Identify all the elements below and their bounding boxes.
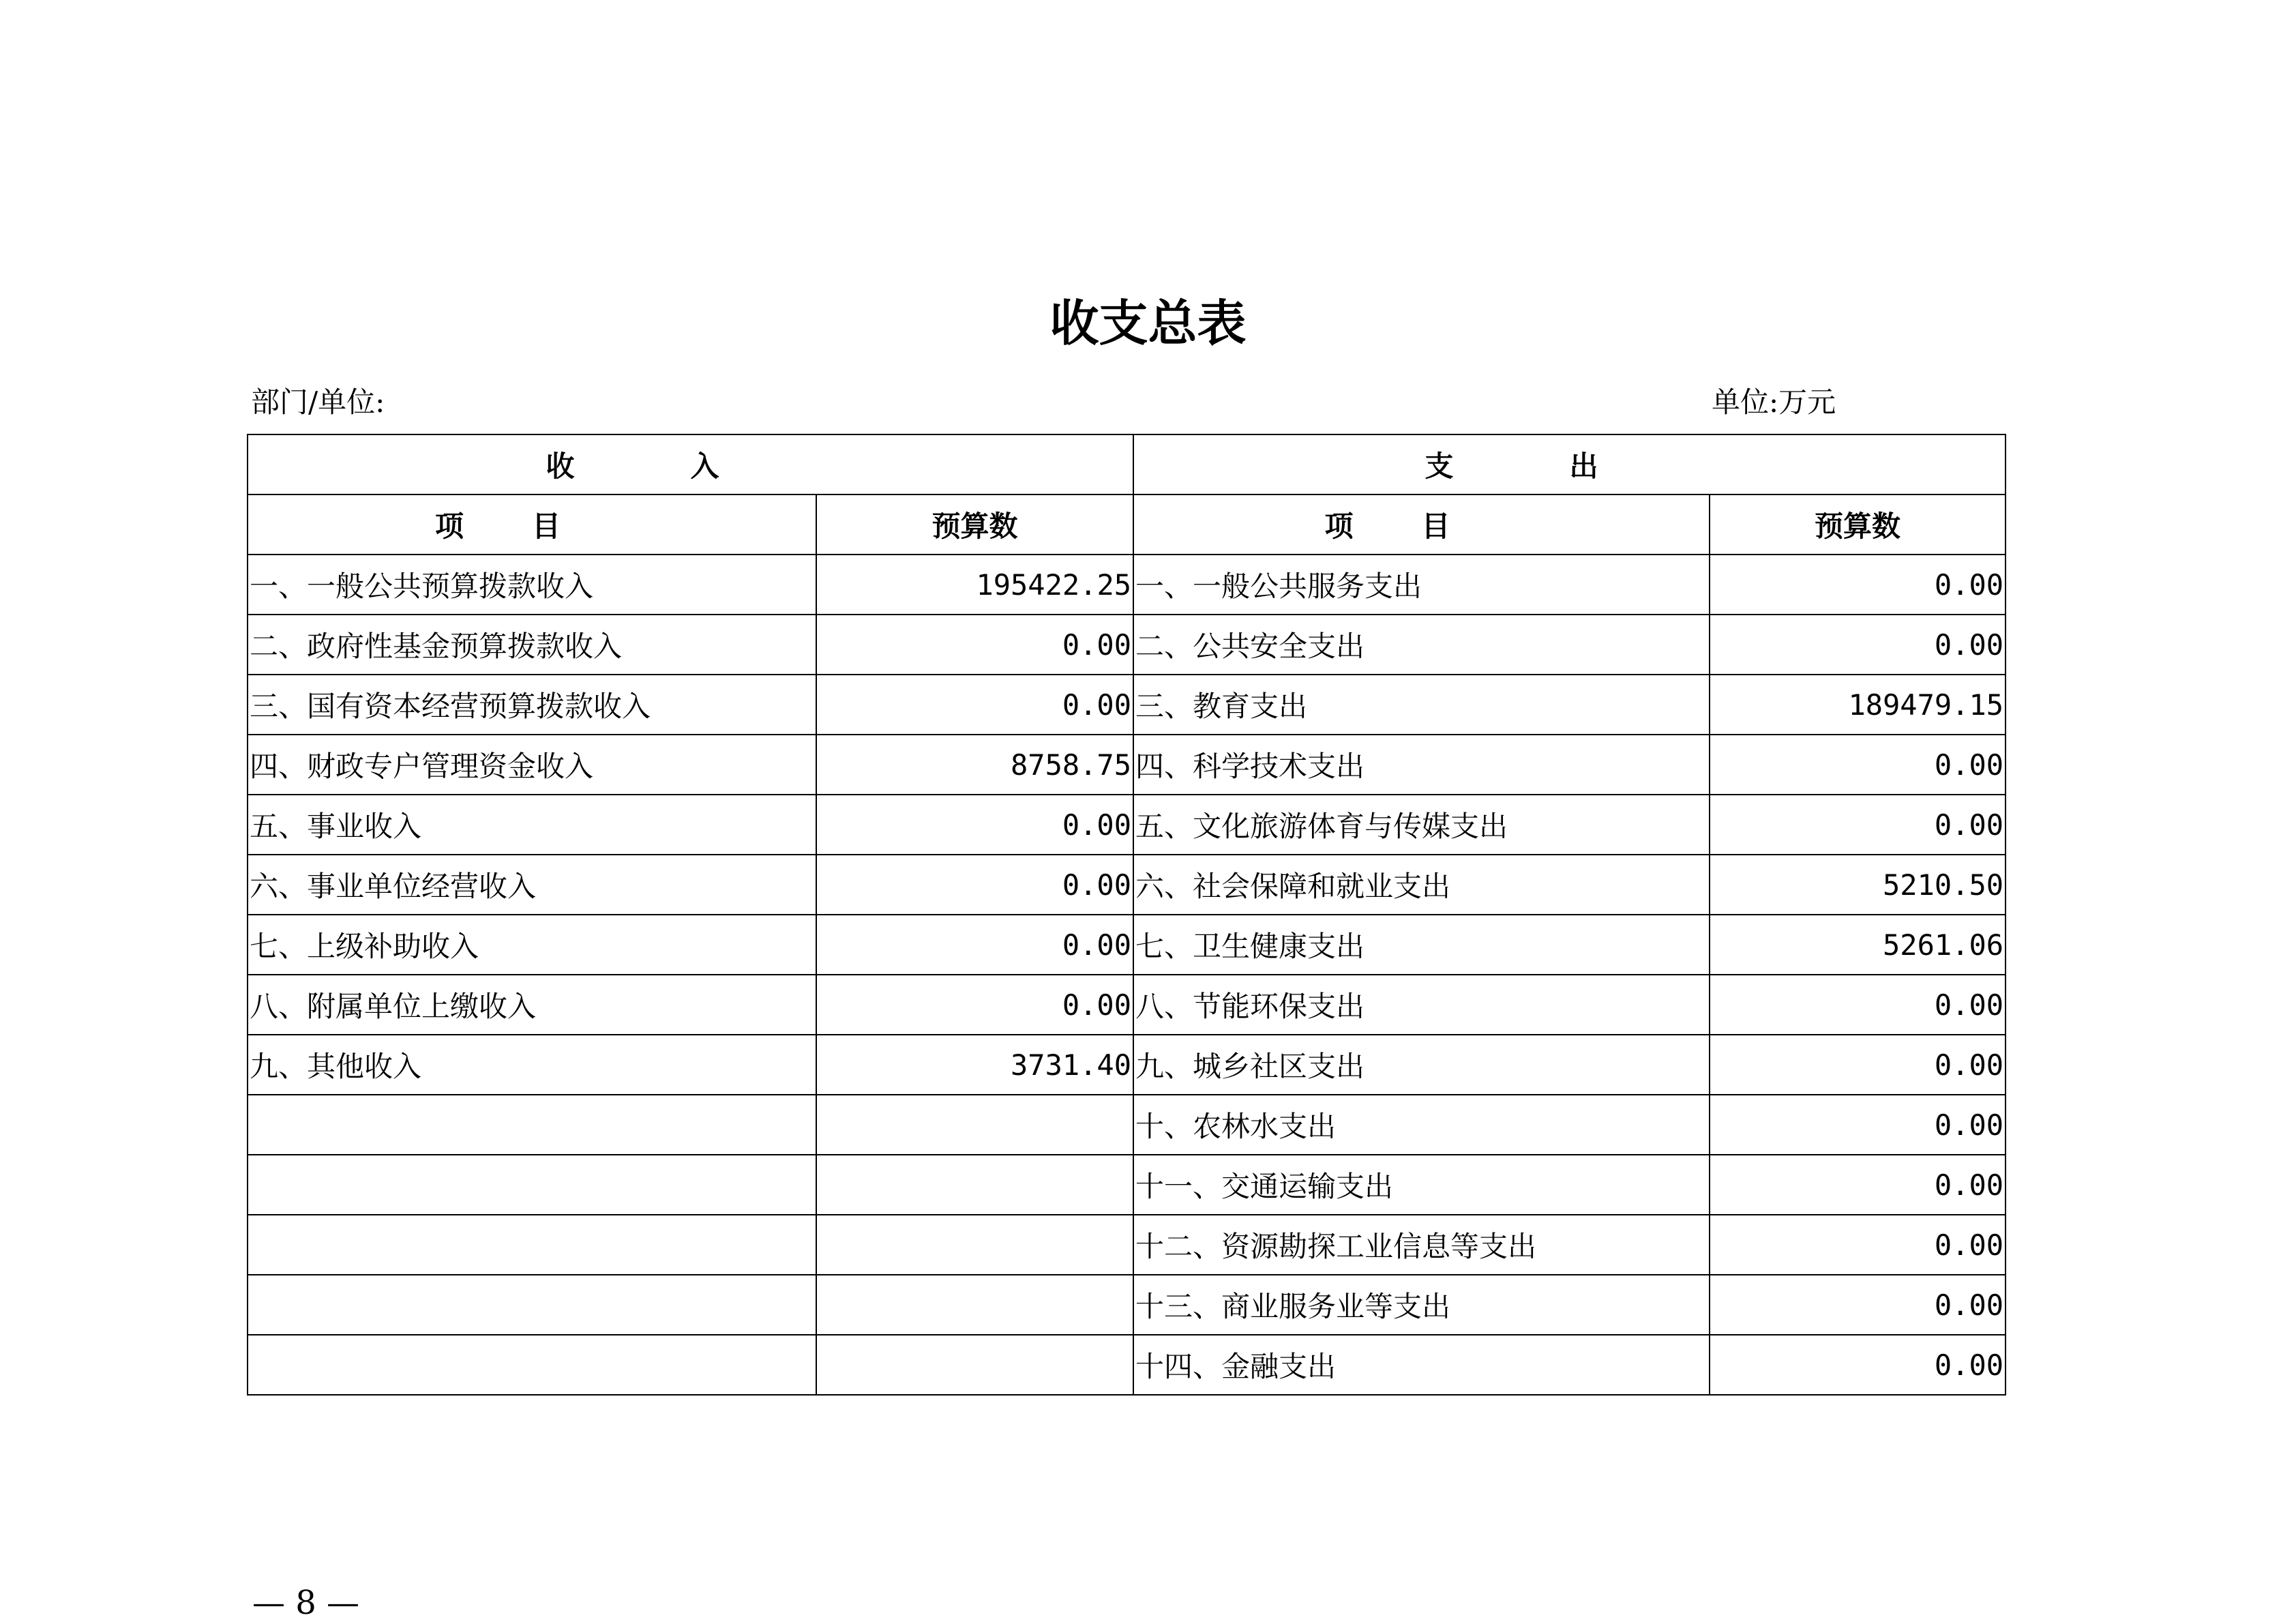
expense-item-cell: 一、一般公共服务支出 — [1133, 555, 1710, 615]
expense-item-cell: 三、教育支出 — [1133, 675, 1710, 735]
table-row — [248, 1095, 2006, 1155]
expense-value-cell: 0.00 — [1710, 1095, 2006, 1155]
table-row — [248, 555, 2006, 615]
expense-value-cell: 0.00 — [1710, 1035, 2006, 1095]
expense-value-cell: 0.00 — [1710, 1275, 2006, 1335]
column-header-row — [248, 494, 2006, 555]
expense-item-cell: 十一、交通运输支出 — [1133, 1155, 1710, 1215]
expense-value-cell: 0.00 — [1710, 795, 2006, 855]
income-value-cell: 8758.75 — [816, 735, 1133, 795]
table-row — [248, 1035, 2006, 1095]
expense-value-cell: 189479.15 — [1710, 675, 2006, 735]
expense-value-cell: 5210.50 — [1710, 855, 2006, 915]
income-value-cell: 3731.40 — [816, 1035, 1133, 1095]
expense-value-cell: 0.00 — [1710, 555, 2006, 615]
income-item-cell: 一、一般公共预算拨款收入 — [248, 555, 816, 615]
budget-table — [247, 434, 2006, 1396]
table-row — [248, 1335, 2006, 1395]
table-row — [248, 915, 2006, 975]
income-item-cell: 八、附属单位上缴收入 — [248, 975, 816, 1035]
table-row — [248, 795, 2006, 855]
page-number: — 8 — — [252, 1584, 360, 1622]
expense-item-cell: 二、公共安全支出 — [1133, 615, 1710, 675]
income-value-cell — [816, 1335, 1133, 1395]
income-value-cell — [816, 1095, 1133, 1155]
expense-item-cell: 九、城乡社区支出 — [1133, 1035, 1710, 1095]
income-value-cell — [816, 1155, 1133, 1215]
income-header: 收入 — [248, 434, 1133, 494]
table-row — [248, 1155, 2006, 1215]
income-budget-header: 预算数 — [816, 494, 1133, 555]
expense-value-cell: 0.00 — [1710, 615, 2006, 675]
expense-item-cell: 十四、金融支出 — [1133, 1335, 1710, 1395]
income-value-cell: 0.00 — [816, 975, 1133, 1035]
income-value-cell: 195422.25 — [816, 555, 1133, 615]
expense-value-cell: 0.00 — [1710, 1215, 2006, 1275]
income-item-cell: 九、其他收入 — [248, 1035, 816, 1095]
income-item-header: 项目 — [248, 494, 816, 555]
table-row — [248, 975, 2006, 1035]
income-item-cell — [248, 1095, 816, 1155]
table-row — [248, 615, 2006, 675]
expense-value-cell: 0.00 — [1710, 735, 2006, 795]
expense-item-header: 项目 — [1133, 494, 1710, 555]
income-item-cell — [248, 1155, 816, 1215]
expense-value-cell: 0.00 — [1710, 1335, 2006, 1395]
expense-value-cell: 0.00 — [1710, 1155, 2006, 1215]
expense-item-cell: 七、卫生健康支出 — [1133, 915, 1710, 975]
income-item-cell: 四、财政专户管理资金收入 — [248, 735, 816, 795]
page-title: 收支总表 — [1049, 295, 1247, 352]
income-item-cell — [248, 1335, 816, 1395]
income-value-cell: 0.00 — [816, 915, 1133, 975]
expense-item-cell: 五、文化旅游体育与传媒支出 — [1133, 795, 1710, 855]
income-item-cell: 七、上级补助收入 — [248, 915, 816, 975]
expense-value-cell: 0.00 — [1710, 975, 2006, 1035]
expense-header: 支出 — [1133, 434, 2006, 494]
table-row — [248, 675, 2006, 735]
expense-item-cell: 十三、商业服务业等支出 — [1133, 1275, 1710, 1335]
table-row — [248, 735, 2006, 795]
expense-item-cell: 十二、资源勘探工业信息等支出 — [1133, 1215, 1710, 1275]
table-row — [248, 1215, 2006, 1275]
expense-item-cell: 十、农林水支出 — [1133, 1095, 1710, 1155]
expense-item-cell: 六、社会保障和就业支出 — [1133, 855, 1710, 915]
income-item-cell: 六、事业单位经营收入 — [248, 855, 816, 915]
income-item-cell — [248, 1215, 816, 1275]
expense-item-cell: 八、节能环保支出 — [1133, 975, 1710, 1035]
income-value-cell: 0.00 — [816, 615, 1133, 675]
department-label: 部门/单位: — [251, 385, 385, 419]
unit-label: 单位:万元 — [1712, 385, 1836, 419]
income-value-cell: 0.00 — [816, 675, 1133, 735]
expense-item-cell: 四、科学技术支出 — [1133, 735, 1710, 795]
table-row — [248, 1275, 2006, 1335]
section-header-row — [248, 434, 2006, 494]
table-body — [248, 555, 2006, 1395]
income-item-cell: 二、政府性基金预算拨款收入 — [248, 615, 816, 675]
income-value-cell: 0.00 — [816, 855, 1133, 915]
expense-budget-header: 预算数 — [1710, 494, 2006, 555]
income-item-cell: 三、国有资本经营预算拨款收入 — [248, 675, 816, 735]
income-item-cell: 五、事业收入 — [248, 795, 816, 855]
income-item-cell — [248, 1275, 816, 1335]
income-value-cell — [816, 1215, 1133, 1275]
table-row — [248, 855, 2006, 915]
expense-value-cell: 5261.06 — [1710, 915, 2006, 975]
income-value-cell — [816, 1275, 1133, 1335]
income-value-cell: 0.00 — [816, 795, 1133, 855]
